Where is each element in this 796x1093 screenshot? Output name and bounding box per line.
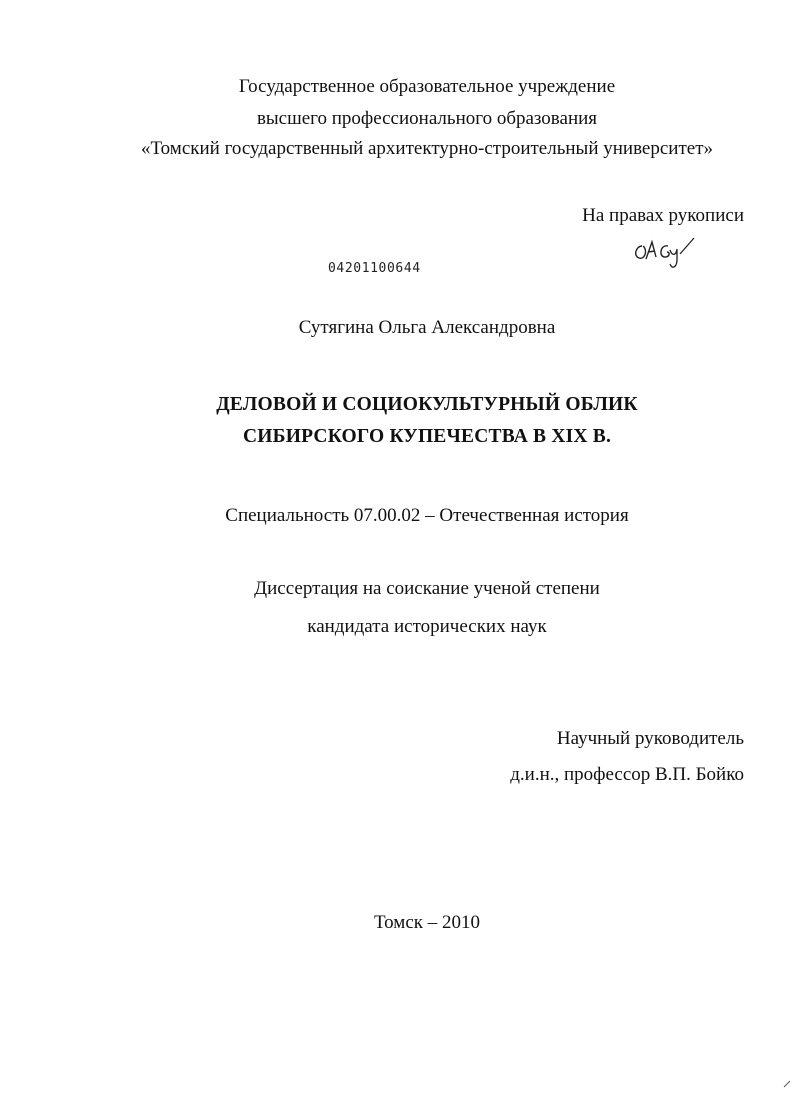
degree-line-1: Диссертация на соискание ученой степени bbox=[254, 578, 600, 599]
institution-line-1: Государственное образовательное учреждение bbox=[238, 76, 616, 97]
institution-line-3: «Томский государственный архитектурно-строительный университет» bbox=[140, 138, 714, 159]
specialty: Специальность 07.00.02 – Отечественная история bbox=[225, 505, 629, 526]
dissertation-title-line-1: ДЕЛОВОЙ И СОЦИОКУЛЬТУРНЫЙ ОБЛИК bbox=[216, 394, 638, 415]
author-name: Сутягина Ольга Александровна bbox=[298, 317, 556, 338]
scan-mark bbox=[783, 1080, 791, 1088]
author-signature bbox=[630, 232, 702, 272]
place-and-year: Томск – 2010 bbox=[373, 912, 480, 933]
supervisor-label: Научный руководитель bbox=[556, 728, 744, 749]
registration-number: 04201100644 bbox=[328, 261, 421, 276]
degree-line-2: кандидата исторических наук bbox=[307, 616, 547, 637]
supervisor-name: д.и.н., профессор В.П. Бойко bbox=[510, 764, 744, 785]
institution-line-2: высшего профессионального образования bbox=[256, 108, 598, 129]
manuscript-note: На правах рукописи bbox=[582, 205, 744, 226]
dissertation-title-line-2: СИБИРСКОГО КУПЕЧЕСТВА В XIX В. bbox=[242, 426, 612, 447]
